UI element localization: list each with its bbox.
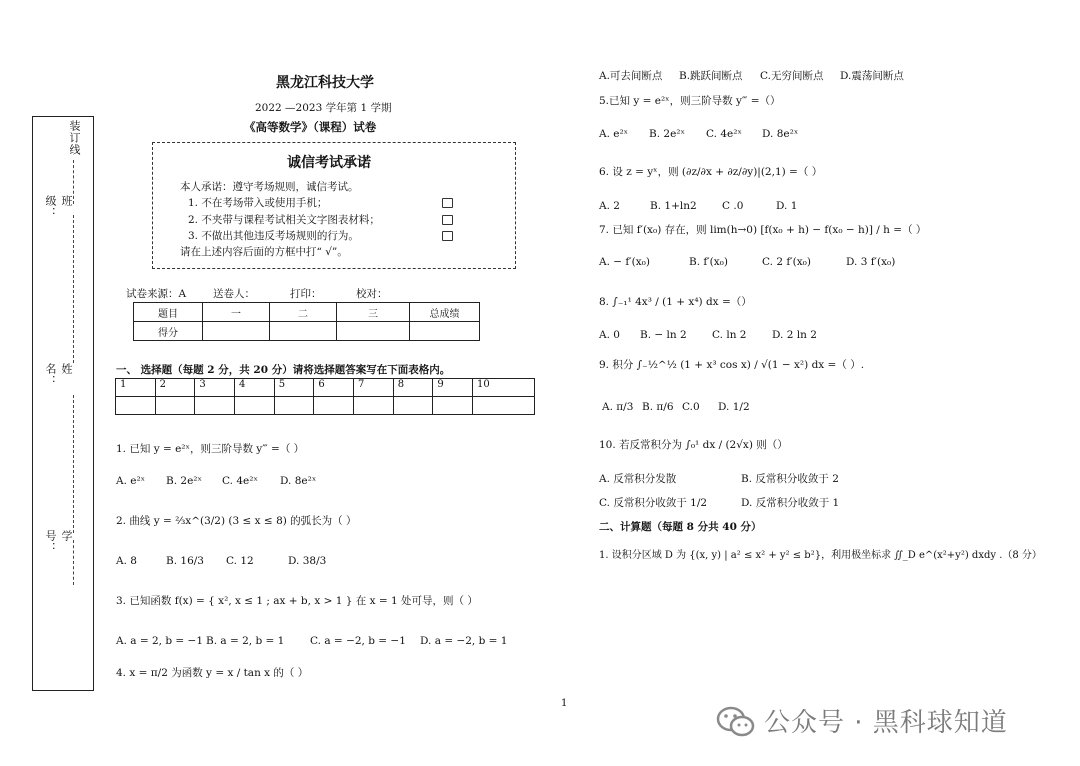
table-cell: 得分	[134, 322, 203, 341]
wechat-icon	[716, 705, 756, 739]
option: A.可去间断点	[599, 70, 663, 82]
option: A. − f′(x₀)	[599, 256, 650, 268]
table-cell: 7	[354, 379, 394, 397]
question-2: 2. 曲线 y = ⅔x^(3/2) (3 ≤ x ≤ 8) 的弧长为（ ）	[116, 515, 357, 527]
option: D. 3 f′(x₀)	[846, 256, 896, 268]
option: D.震荡间断点	[840, 70, 904, 82]
answer-table	[115, 378, 535, 415]
option: D. 2 ln 2	[772, 329, 817, 341]
score-cell[interactable]	[203, 322, 270, 341]
table-cell: 二	[270, 303, 337, 322]
paper-checker: 校对：	[356, 288, 388, 300]
option: A. e²ˣ	[116, 475, 146, 487]
calc-question-1: 1. 设积分区域 D 为 {(x, y) | a² ≤ x² + y² ≤ b²}，利用极坐标求 ∬_D e^(x²+y²) dxdy .（8 分）	[599, 550, 1042, 561]
option: D. 8e²ˣ	[762, 128, 799, 140]
table-cell: 题目	[134, 303, 203, 322]
paper-source: 试卷来源：A	[126, 288, 187, 300]
table-row	[116, 397, 535, 415]
question-4: 4. x = π/2 为函数 y = x / tan x 的（ ）	[116, 667, 309, 679]
option: B. π/6	[642, 401, 674, 413]
table-row	[116, 379, 535, 397]
option: B. 16/3	[166, 555, 204, 567]
table-cell: 3	[195, 379, 235, 397]
option: A. e²ˣ	[599, 128, 629, 140]
option: C. 反常积分收敛于 1/2	[599, 497, 708, 509]
option: C. ln 2	[712, 329, 747, 341]
option: A. 0	[599, 329, 620, 341]
table-cell: 6	[314, 379, 354, 397]
option: D. 38/3	[288, 555, 327, 567]
question-8: 8. ∫₋₁¹ 4x³ / (1 + x⁴) dx =（）	[599, 296, 752, 308]
score-table	[133, 302, 480, 341]
option: A. a = 2, b = −1	[116, 635, 204, 647]
question-10: 10. 若反常积分为 ∫₀¹ dx / (2√x) 则（）	[599, 439, 788, 451]
answer-cell[interactable]	[116, 397, 156, 415]
option: B. f′(x₀)	[689, 256, 728, 268]
question-3: 3. 已知函数 f(x) = { x², x ≤ 1 ; ax + b, x > 1 } 在 x = 1 处可导，则（ ）	[116, 595, 478, 607]
class-label: 班级：	[44, 195, 73, 219]
question-1: 1. 已知 y = e²ˣ，则三阶导数 y‴ =（ ）	[116, 443, 305, 455]
table-cell: 10	[473, 379, 535, 397]
student-id-label: 学号：	[44, 530, 73, 554]
answer-cell[interactable]	[155, 397, 195, 415]
name-label: 姓名：	[44, 363, 73, 387]
option: C. 4e²ˣ	[222, 475, 258, 487]
option: B. − ln 2	[640, 329, 687, 341]
binding-dash	[73, 540, 74, 585]
answer-cell[interactable]	[393, 397, 433, 415]
table-row	[134, 303, 480, 322]
paper-sender: 送卷人：	[213, 288, 255, 300]
score-cell[interactable]	[337, 322, 410, 341]
answer-cell[interactable]	[354, 397, 394, 415]
question-5: 5.已知 y = e²ˣ，则三阶导数 y‴ =（）	[599, 95, 781, 107]
pledge-checkbox[interactable]	[442, 215, 453, 225]
watermark: 公众号 · 黑科球知道	[764, 708, 1008, 738]
option: A. 8	[116, 555, 137, 567]
question-6: 6. 设 z = yˣ，则 (∂z/∂x + ∂z/∂y)|(2,1) =（ ）	[599, 166, 823, 178]
table-cell: 1	[116, 379, 156, 397]
pledge-checkbox[interactable]	[442, 198, 453, 208]
page-number: 1	[561, 698, 568, 709]
option: B. 1+ln2	[650, 200, 697, 212]
table-cell: 总成绩	[410, 303, 480, 322]
option: B. 2e²ˣ	[649, 128, 685, 140]
option: C.无穷间断点	[760, 70, 824, 82]
option: C. 2 f′(x₀)	[762, 256, 811, 268]
term: 2022 —2023 学年第 1 学期	[255, 102, 392, 114]
table-cell: 9	[433, 379, 473, 397]
pledge-item: 1. 不在考场带入或使用手机；	[188, 197, 328, 209]
binding-line-label: 装订线	[68, 120, 81, 156]
option: B.跳跃间断点	[679, 70, 743, 82]
binding-dash	[73, 395, 74, 533]
score-cell[interactable]	[410, 322, 480, 341]
university-name: 黑龙江科技大学	[276, 75, 374, 91]
answer-cell[interactable]	[314, 397, 354, 415]
pledge-intro: 本人承诺：遵守考场规则，诚信考试。	[180, 181, 359, 193]
option: D. 1/2	[718, 401, 750, 413]
option: C. 4e²ˣ	[706, 128, 742, 140]
option: B. 2e²ˣ	[166, 475, 202, 487]
exam-title: 《高等数学》（课程）试卷	[244, 120, 377, 134]
score-cell[interactable]	[270, 322, 337, 341]
question-9: 9. 积分 ∫₋½^½ (1 + x³ cos x) / √(1 − x²) dx =（ ）.	[599, 359, 865, 371]
binding-dash	[73, 215, 74, 363]
answer-cell[interactable]	[235, 397, 275, 415]
answer-cell[interactable]	[195, 397, 235, 415]
table-cell: 2	[155, 379, 195, 397]
section-heading: 二、计算题（每题 8 分共 40 分）	[599, 521, 762, 533]
option: B. a = 2, b = 1	[206, 635, 285, 647]
table-cell: 4	[235, 379, 275, 397]
option: D. a = −2, b = 1	[420, 635, 508, 647]
pledge-title: 诚信考试承诺	[287, 155, 371, 171]
option: C. a = −2, b = −1	[310, 635, 406, 647]
table-cell: 三	[337, 303, 410, 322]
pledge-checkbox[interactable]	[442, 231, 453, 241]
option: A. 反常积分发散	[599, 473, 677, 485]
option: A. 2	[599, 200, 620, 212]
option: C.0	[682, 401, 700, 413]
option: A. π/3	[602, 401, 634, 413]
table-cell: 一	[203, 303, 270, 322]
pledge-item: 2. 不夹带与课程考试相关文字图表材料；	[188, 214, 380, 226]
option: D. 8e²ˣ	[280, 475, 317, 487]
question-7: 7. 已知 f′(x₀) 存在，则 lim(h→0) [f(x₀ + h) − f(x₀ − h)] / h =（ ）	[599, 224, 927, 236]
answer-cell[interactable]	[274, 397, 314, 415]
option: C. 12	[226, 555, 254, 567]
answer-cell[interactable]	[473, 397, 535, 415]
option: B. 反常积分收敛于 2	[741, 473, 839, 485]
pledge-item: 3. 不做出其他违反考场规则的行为。	[188, 230, 359, 242]
pledge-footer: 请在上述内容后面的方框中打“ √”。	[180, 246, 348, 258]
answer-cell[interactable]	[433, 397, 473, 415]
table-cell: 5	[274, 379, 314, 397]
option: C .0	[722, 200, 744, 212]
table-row	[134, 322, 480, 341]
paper-printer: 打印：	[290, 288, 322, 300]
table-cell: 8	[393, 379, 433, 397]
section-heading: 一、 选择题（每题 2 分，共 20 分）请将选择题答案写在下面表格内。	[116, 364, 451, 376]
option: D. 1	[776, 200, 798, 212]
option: D. 反常积分收敛于 1	[741, 497, 840, 509]
